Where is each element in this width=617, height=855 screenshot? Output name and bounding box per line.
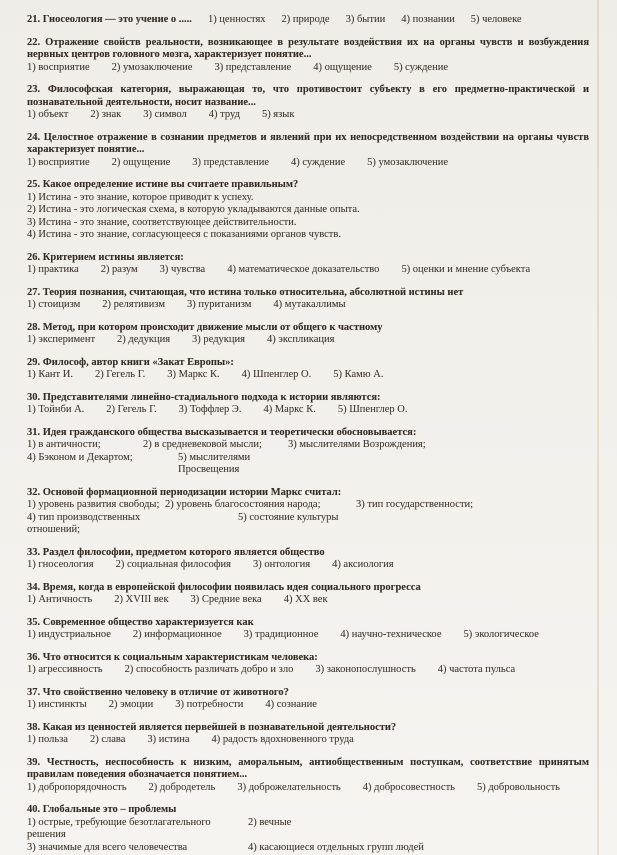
- answer-option: 4) ощущение: [313, 61, 372, 73]
- question-block: [27, 804, 589, 854]
- answer-option: 4) частота пульса: [437, 664, 516, 675]
- question-number: 39.: [27, 756, 41, 768]
- answer-option: 1) индустриальное: [27, 629, 111, 640]
- answer-options: [27, 594, 589, 607]
- question-block: [27, 37, 589, 75]
- answer-option: 2) ощущение: [111, 156, 171, 168]
- question-title: [27, 582, 589, 595]
- answer-option: 3) редукция: [192, 334, 245, 345]
- answer-option: 1) уровень развития свободы;: [27, 499, 160, 510]
- answer-option: 1) восприятие: [27, 156, 90, 168]
- answer-option: 4) касающиеся отдельных групп людей: [248, 841, 424, 853]
- question-number: 28.: [27, 321, 41, 333]
- answer-options: [27, 629, 589, 642]
- answer-option: 5) мыслителями Просвещения: [178, 451, 251, 475]
- answer-option: 4) экспликация: [266, 334, 335, 345]
- question-number: 38.: [27, 721, 41, 733]
- question-number: 21.: [27, 14, 41, 25]
- question-block: [27, 84, 589, 122]
- question-block: [27, 757, 589, 795]
- answer-option: 1) практика: [27, 264, 79, 275]
- answer-option: 3) Тоффлер Э.: [178, 404, 242, 415]
- question-title: [27, 252, 589, 265]
- question-title: [27, 652, 589, 665]
- answer-option: 2) способность различать добро и зло: [124, 664, 294, 675]
- question-title: [27, 287, 589, 300]
- question-block: [27, 617, 589, 642]
- question-title: [27, 179, 589, 192]
- question-text: Глобальные это – проблемы: [42, 804, 177, 815]
- answer-option: 2) социальная философия: [115, 559, 231, 570]
- answer-options: [27, 334, 589, 347]
- question-title: [27, 487, 589, 500]
- question-title: [27, 322, 589, 335]
- question-block: [27, 547, 589, 572]
- answer-option: 5) человеке: [470, 14, 522, 25]
- answer-option: 5) умозаключение: [367, 156, 448, 168]
- answer-option: 4) научно-техническое: [340, 629, 442, 640]
- answer-options: [27, 369, 589, 382]
- question-title: [27, 617, 589, 630]
- answer-option: 3) доброжелательность: [237, 781, 341, 793]
- answer-option: 4) математическое доказательство: [227, 264, 380, 275]
- question-number: 26.: [27, 251, 41, 263]
- answer-options: [27, 404, 589, 417]
- question-text: Философ, автор книги «Закат Европы»:: [42, 356, 234, 368]
- answer-option: 1) добропорядочность: [27, 781, 127, 793]
- answer-option: 3) онтология: [253, 559, 311, 570]
- answer-option: 2) информационное: [132, 629, 222, 640]
- question-number: 35.: [27, 616, 41, 628]
- answer-option: 2) Гегель Г.: [106, 404, 157, 415]
- answer-option: 1) гносеология: [27, 559, 94, 570]
- question-text: Что относится к социальным характеристикам человека:: [42, 651, 318, 663]
- answer-option: 4) мутакаллимы: [273, 299, 346, 310]
- answer-option: 1) Античность: [27, 594, 93, 605]
- question-text: Теория познания, считающая, что истина только относительна, абсолютной истины нет: [42, 286, 464, 298]
- answer-option: 3) Истина - это знание, соответствующее действительности.: [27, 216, 297, 228]
- answer-option: 2) дедукция: [117, 334, 171, 345]
- answer-options: [27, 664, 589, 677]
- question-text: Метод, при котором происходит движение мысли от общего к частному: [42, 321, 383, 333]
- answer-options: [27, 264, 589, 277]
- answer-option: 1) агрессивность: [27, 664, 103, 675]
- answer-option: 4) Маркс К.: [263, 404, 316, 415]
- answer-option: 3) законопослушность: [315, 664, 416, 675]
- answer-option: 5) экологическое: [463, 629, 539, 640]
- answer-options: [27, 782, 589, 795]
- answer-options: [27, 192, 589, 242]
- question-block: [27, 179, 589, 242]
- question-text: Современное общество характеризуется как: [42, 616, 254, 628]
- answer-option: 2) эмоции: [108, 699, 154, 710]
- answer-option: 1) ценностях: [207, 14, 266, 25]
- answer-option: 1) инстинкты: [27, 699, 87, 710]
- answer-option: 3) бытии: [345, 14, 386, 25]
- question-block: [27, 652, 589, 677]
- answer-options: [27, 817, 589, 855]
- question-text: Раздел философии, предметом которого является общество: [42, 546, 325, 558]
- answer-option: 3) мыслителями Возрождения;: [288, 439, 426, 450]
- question-text: Время, когда в европейской философии появилась идея социального прогресса: [42, 581, 421, 593]
- question-number: 23.: [27, 84, 41, 95]
- answer-option: 5) язык: [261, 109, 295, 120]
- answer-option: 3) чувства: [159, 264, 206, 275]
- answer-option: 3) Маркс К.: [167, 369, 220, 380]
- answer-option: 5) добровольность: [476, 781, 560, 793]
- question-text: Гносеология — это учение о .....: [42, 14, 192, 25]
- answer-option: 2) природе: [281, 14, 330, 25]
- answer-option: 4) труд: [208, 109, 240, 120]
- question-text: Честность, неспособность к низким, аморальным, антиобщественным поступкам, соответствие принятым правилам поведения обозначается понятием...: [27, 756, 589, 780]
- question-block: [27, 357, 589, 382]
- question-number: 25.: [27, 179, 41, 190]
- answer-option: 4) Бэконом и Декартом;: [27, 451, 133, 463]
- answer-option: 2) релятивизм: [102, 299, 166, 310]
- answer-option: 1) стоицизм: [27, 299, 81, 310]
- answer-option: 4) аксиология: [332, 559, 394, 570]
- question-text: Основой формационной периодизации истории Маркс считал:: [42, 486, 342, 498]
- answer-option: 4) добросовестность: [362, 781, 455, 793]
- answer-options: [27, 157, 589, 170]
- question-text: Отражение свойств реальности, возникающее в результате воздействия их на органы чувств и возбуждения нервных центров головного мозга, характеризует понятие...: [27, 36, 590, 60]
- answer-option: 5) Шпенглер О.: [337, 404, 408, 415]
- question-block: [27, 392, 589, 417]
- question-title: [27, 547, 589, 560]
- question-block: [27, 322, 589, 347]
- answer-option: 5) Камю А.: [333, 369, 384, 380]
- answer-option: 2) знак: [90, 109, 122, 120]
- answer-option: 2) добродетель: [148, 781, 216, 793]
- question-number: 36.: [27, 651, 41, 663]
- answer-option: 2) XVIII век: [114, 594, 169, 605]
- answer-option: 2) разум: [100, 264, 138, 275]
- answer-option: 3) потребности: [175, 699, 244, 710]
- question-text: Представителями линейно-стадиального подхода к истории являются:: [42, 391, 381, 403]
- answer-options: [27, 499, 589, 537]
- answer-options: [27, 439, 589, 477]
- answer-option: 4) Шпенглер О.: [241, 369, 312, 380]
- question-title: [27, 132, 589, 157]
- question-text: Что свойственно человеку в отличие от животного?: [42, 686, 289, 698]
- answer-option: 4) познании: [401, 14, 455, 25]
- question-title: [27, 392, 589, 405]
- question-title: [27, 427, 589, 440]
- question-number: 40.: [27, 804, 41, 815]
- question-text: Критерием истины является:: [42, 251, 184, 263]
- question-number: 22.: [27, 36, 41, 48]
- answer-option: 1) в античности;: [27, 439, 101, 450]
- question-list: [27, 14, 589, 854]
- answer-option: 5) оценки и мнение субъекта: [401, 264, 531, 275]
- question-number: 31.: [27, 426, 41, 438]
- answer-option: 2) Гегель Г.: [94, 369, 146, 380]
- answer-option: 2) уровень благосостояния народа;: [165, 499, 321, 510]
- question-block: [27, 582, 589, 607]
- answer-option: 2) умозаключение: [111, 61, 193, 73]
- answer-option: 3) представление: [192, 156, 269, 168]
- question-text: Какое определение истине вы считаете правильным?: [42, 179, 299, 190]
- answer-options: [27, 62, 589, 75]
- question-block: [27, 687, 589, 712]
- answer-options: [27, 559, 589, 572]
- question-block: [27, 722, 589, 747]
- question-block: [27, 487, 589, 537]
- question-number: 30.: [27, 391, 41, 403]
- question-number: 34.: [27, 581, 41, 593]
- question-title: [27, 757, 589, 782]
- answer-option: 4) суждение: [291, 156, 346, 168]
- question-title: [27, 37, 589, 62]
- question-block: [27, 132, 589, 170]
- question-number: 32.: [27, 486, 41, 498]
- answer-option: 3) значимые для всего человечества: [27, 841, 188, 853]
- question-block: [27, 287, 589, 312]
- question-text: Идея гражданского общества высказывается и теоретически обосновывается:: [42, 426, 417, 438]
- question-title: [27, 14, 589, 27]
- answer-option: 3) Средние века: [190, 594, 262, 605]
- question-block: [27, 252, 589, 277]
- question-title: [27, 84, 589, 109]
- answer-option: 5) состояние культуры: [238, 511, 339, 523]
- answer-option: 3) тип государственности;: [356, 499, 474, 510]
- answer-option: 3) представление: [214, 61, 292, 73]
- answer-options: [27, 299, 589, 312]
- answer-option: 1) Кант И.: [27, 369, 73, 380]
- answer-option: 2) в средневековой мысли;: [143, 439, 262, 450]
- answer-options: [27, 734, 589, 747]
- answer-option: 4) сознание: [265, 699, 317, 710]
- question-number: 27.: [27, 286, 41, 298]
- answer-option: 1) острые, требующие безотлагательного решения: [27, 816, 211, 840]
- answer-option: 4) тип производственных отношений;: [27, 511, 141, 535]
- answer-option: 2) Истина - это логическая схема, в которую укладываются данные опыта.: [27, 204, 360, 215]
- answer-option: 4) Истина - это знание, согласующееся с показаниями органов чувств.: [27, 229, 341, 240]
- answer-option: 1) восприятие: [27, 61, 90, 73]
- answer-option: 1) объект: [27, 109, 69, 120]
- question-text: Философская категория, выражающая то, что противостоит субъекту в его предметно-практической и познавательной деятельности, носит название...: [27, 84, 590, 108]
- question-title: [27, 687, 589, 700]
- answer-option: 3) истина: [147, 734, 190, 745]
- answer-option: 2) вечные: [248, 816, 292, 828]
- answer-option: 3) символ: [143, 109, 187, 120]
- question-block: [27, 14, 589, 27]
- question-number: 24.: [27, 131, 41, 143]
- answer-option: 3) традиционное: [243, 629, 319, 640]
- answer-option: 1) Истина - это знание, которое приводит к успеху.: [27, 191, 254, 203]
- answer-option: 4) радость вдохновенного труда: [211, 734, 354, 745]
- answer-option: 1) эксперимент: [27, 334, 96, 345]
- answer-option: 1) Тойнби А.: [27, 404, 85, 415]
- question-text: Какая из ценностей является первейшей в познавательной деятельности?: [42, 721, 397, 733]
- answer-option: 5) суждение: [393, 61, 448, 73]
- answer-option: 2) слава: [89, 734, 126, 745]
- answer-option: 3) пуританизм: [187, 299, 252, 310]
- question-title: [27, 722, 589, 735]
- question-title: [27, 357, 589, 370]
- answer-options: [27, 699, 589, 712]
- question-number: 29.: [27, 356, 41, 368]
- answer-options: [27, 109, 589, 122]
- question-title: [27, 804, 589, 817]
- answer-option: 1) польза: [27, 734, 68, 745]
- question-number: 33.: [27, 546, 41, 558]
- answer-option: 4) XX век: [283, 594, 328, 605]
- question-text: Целостное отражение в сознании предметов и явлений при их непосредственном воздействии на органы чувств характеризует понятие...: [27, 131, 589, 155]
- question-number: 37.: [27, 686, 41, 698]
- question-block: [27, 427, 589, 477]
